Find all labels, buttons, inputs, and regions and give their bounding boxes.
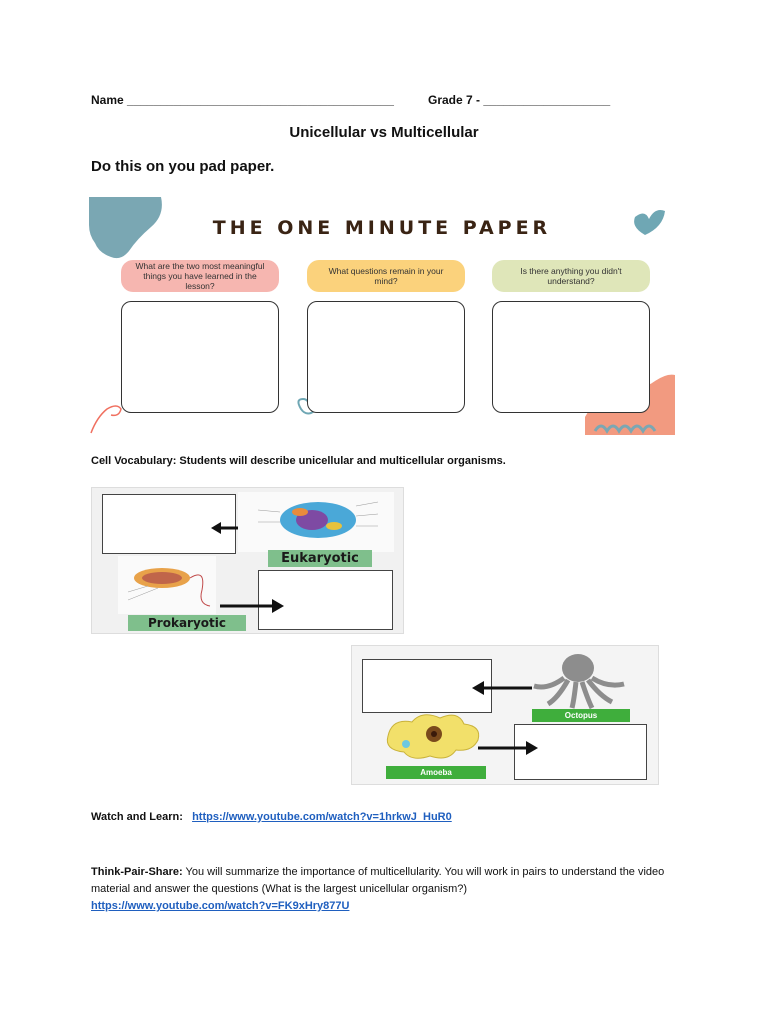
think-label: Think-Pair-Share: — [91, 866, 183, 878]
amoeba-label: Amoeba — [386, 766, 486, 779]
instruction-text: Do this on you pad paper. — [91, 158, 275, 175]
watch-label: Watch and Learn: — [91, 811, 183, 823]
think-video-link[interactable]: https://www.youtube.com/watch?v=FK9xHry877U — [91, 900, 350, 912]
cell-types-figure — [91, 487, 404, 634]
amoeba-illustration — [382, 708, 486, 764]
name-field-label: Name ________________________________________ — [91, 93, 394, 107]
one-minute-paper-title: THE ONE MINUTE PAPER — [212, 217, 552, 239]
answer-box-2 — [307, 301, 465, 413]
vocabulary-instruction: Cell Vocabulary: Students will describe unicellular and multicellular organisms. — [91, 455, 506, 467]
think-text: You will summarize the importance of multicellularity. You will work in pairs to understand the video material and answer the questions (What is the largest unicellular organism?) — [91, 866, 665, 895]
watch-video-link[interactable]: https://www.youtube.com/watch?v=1hrkwJ_HuR0 — [192, 811, 452, 823]
eukaryotic-cell-diagram — [238, 492, 394, 552]
watch-and-learn-line — [91, 809, 681, 826]
arrow-right-icon — [476, 738, 542, 758]
answer-box-3 — [492, 301, 650, 413]
page-title: Unicellular vs Multicellular — [289, 124, 479, 141]
octopus-label: Octopus — [532, 709, 630, 722]
think-pair-share-paragraph — [91, 864, 681, 915]
grade-field-label: Grade 7 - ___________________ — [428, 93, 611, 107]
swirl-decoration — [91, 406, 121, 433]
eukaryotic-label: Eukaryotic — [268, 550, 372, 567]
question-pill-3: Is there anything you didn't understand? — [492, 260, 650, 292]
answer-box-1 — [121, 301, 279, 413]
question-pill-1: What are the two most meaningful things you have learned in the lesson? — [121, 260, 279, 292]
one-minute-paper-graphic — [89, 195, 675, 435]
octopus-illustration — [528, 650, 628, 710]
prokaryotic-cell-diagram — [118, 556, 216, 614]
arrow-left-icon — [468, 678, 534, 698]
organisms-figure — [351, 645, 659, 785]
question-pill-2: What questions remain in your mind? — [307, 260, 465, 292]
prokaryotic-label: Prokaryotic — [128, 615, 246, 631]
arrow-right-icon — [218, 596, 288, 616]
